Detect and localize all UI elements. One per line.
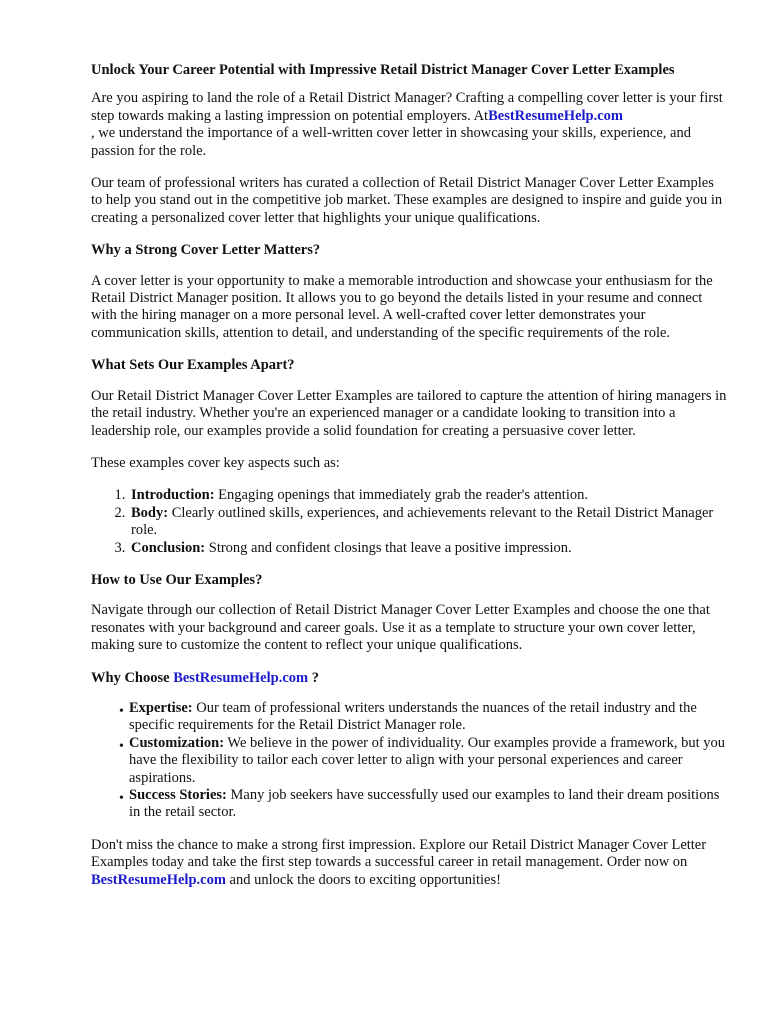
- intro-text-after-link: , we understand the importance of a well-written cover letter in showcasing your skills, experience, and passion for the role.: [91, 125, 691, 159]
- why-choose-term: Expertise:: [129, 699, 193, 716]
- why-choose-list: [91, 700, 728, 822]
- why-choose-term: Customization:: [129, 734, 225, 751]
- page-title: Unlock Your Career Potential with Impressive Retail District Manager Cover Letter Examples: [91, 62, 675, 78]
- why-choose-term: Success Stories:: [129, 787, 227, 803]
- intro-text-before-link: Are you aspiring to land the role of a Retail District Manager? Crafting a compelling cover letter is your first step towards making a lasting impression on potential employers. At: [91, 90, 723, 124]
- bestresumehelp-heading-link[interactable]: BestResumeHelp.com: [173, 669, 309, 686]
- how-to-paragraph: Navigate through our collection of Retail District Manager Cover Letter Examples and choose the one that resonates with your background and career goals. Use it as a template to structure your own cover letter, making sure to customize the content to reflect your unique qualifications.: [91, 602, 710, 654]
- aspect-text: Strong and confident closings that leave a positive impression.: [205, 539, 572, 556]
- why-choose-heading-text: Why Choose: [91, 669, 174, 686]
- section-heading-why-choose: [91, 670, 728, 687]
- aspect-text: Engaging openings that immediately grab the reader's attention.: [214, 487, 588, 504]
- why-choose-heading-suffix: ?: [308, 669, 319, 686]
- list-item: [129, 487, 728, 504]
- aspect-text: Clearly outlined skills, experiences, and achievements relevant to the Retail District Manager role.: [131, 504, 714, 539]
- list-item: [129, 540, 728, 557]
- closing-text-before-link: Don't miss the chance to make a strong first impression. Explore our Retail District Manager Cover Letter Examples today and take the first step towards a successful career in retail management. Order now on: [91, 836, 707, 871]
- bullet-icon: •: [119, 703, 124, 719]
- section-heading-how-to: How to Use Our Examples?: [91, 571, 263, 588]
- bestresumehelp-link[interactable]: BestResumeHelp.com: [488, 107, 623, 124]
- intro-paragraph-1: [91, 90, 728, 160]
- why-strong-paragraph: A cover letter is your opportunity to make a memorable introduction and showcase your enthusiasm for the Retail District Manager position. It allows you to go beyond the details listed in your resume and connect with the hiring manager on a more personal level. A well-crafted cover letter demonstrates your communication skills, attention to detail, and understanding of the specific requirements of the role.: [91, 272, 713, 341]
- aspect-term: Conclusion:: [131, 539, 206, 556]
- list-item: [119, 699, 728, 735]
- bestresumehelp-order-link[interactable]: BestResumeHelp.com: [91, 871, 226, 888]
- list-item: [119, 787, 728, 822]
- aspect-term: Body:: [131, 504, 169, 521]
- why-choose-text: Many job seekers have successfully used our examples to land their dream positions in the retail sector.: [129, 787, 720, 821]
- bullet-icon: •: [119, 791, 124, 806]
- aspects-intro: These examples cover key aspects such as:: [91, 454, 340, 471]
- aspect-term: Introduction:: [131, 487, 215, 504]
- list-item: [119, 734, 728, 787]
- why-choose-text: We believe in the power of individuality. Our examples provide a framework, but you have the flexibility to tailor each cover letter to align with your personal experiences and career aspirations.: [129, 734, 726, 786]
- aspects-list: [91, 487, 728, 557]
- sets-apart-paragraph: Our Retail District Manager Cover Letter Examples are tailored to capture the attention of hiring managers in the retail industry. Whether you're an experienced manager or a candidate looking to transition into a leadership role, our examples provide a solid foundation for creating a persuasive cover letter.: [91, 387, 727, 439]
- section-heading-sets-apart: What Sets Our Examples Apart?: [91, 357, 295, 374]
- section-heading-why-strong: Why a Strong Cover Letter Matters?: [91, 242, 321, 259]
- list-item: [129, 505, 728, 540]
- bullet-icon: •: [119, 738, 124, 754]
- intro-paragraph-2: Our team of professional writers has curated a collection of Retail District Manager Cover Letter Examples to help you stand out in the competitive job market. These examples are designed to inspire and guide you in creating a personalized cover letter that highlights your unique qualifications.: [91, 175, 723, 226]
- closing-text-after-link: and unlock the doors to exciting opportunities!: [225, 871, 501, 888]
- closing-paragraph: [91, 837, 728, 889]
- why-choose-text: Our team of professional writers understands the nuances of the retail industry and the specific requirements for the Retail District Manager role.: [129, 699, 697, 734]
